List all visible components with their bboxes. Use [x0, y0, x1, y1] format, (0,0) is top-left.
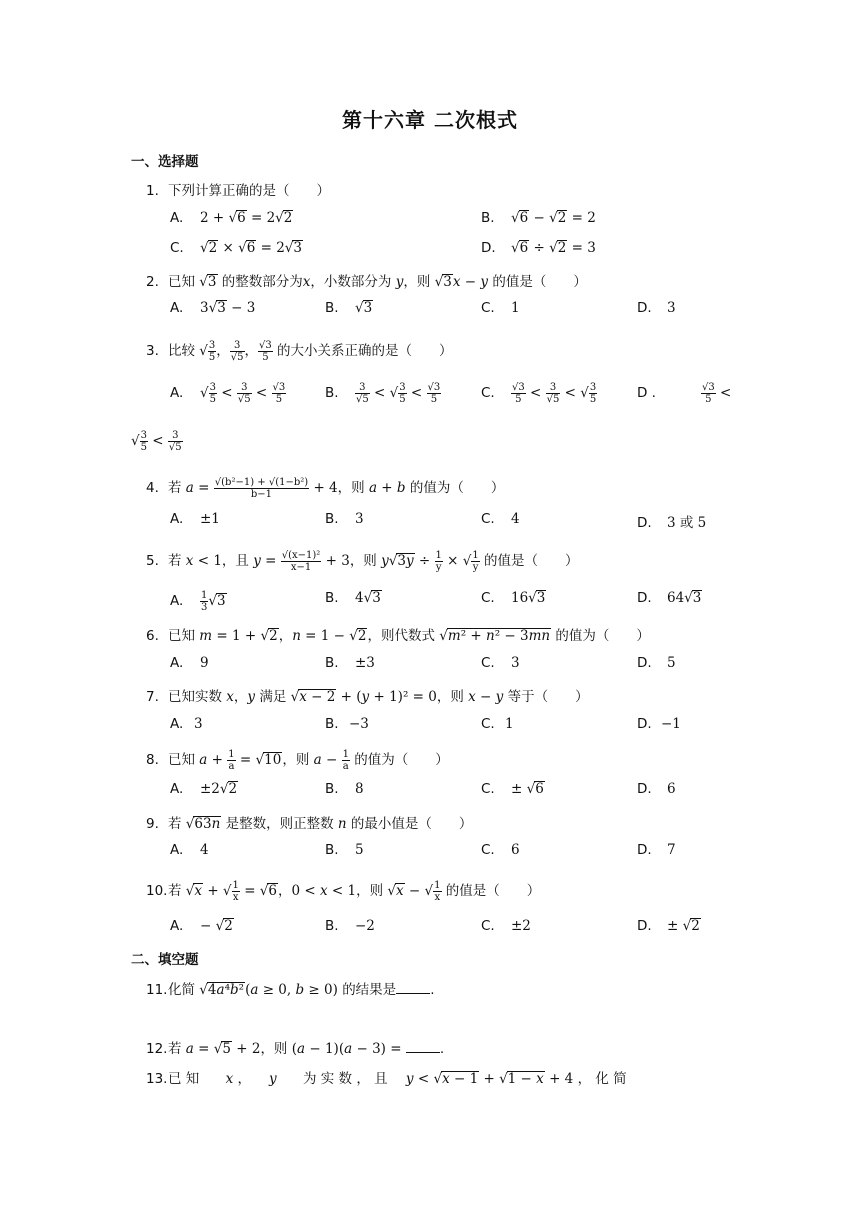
q7-option-b: B. −3: [325, 716, 369, 732]
section-choice-heading: 一、选择题: [131, 154, 199, 170]
q4-option-a: A. ±1: [170, 511, 220, 527]
q9-option-b: B. 5: [325, 842, 364, 858]
q3-option-a: A. √ $\frac{3}{5}$ < $\frac{3}{√5}$ < $\frac{√3}{5}$: [170, 382, 286, 405]
q6-option-c: C. 3: [481, 655, 520, 671]
q6-option-d: D. 5: [637, 655, 676, 671]
question-9: 9. 若 √63n 是整数，则正整数 n 的最小值是（ ）: [146, 816, 473, 832]
q6-option-a: A. 9: [170, 655, 209, 671]
question-7: 7. 已知实数 x，y 满足 √x − 2 + (y + 1)² = 0，则 x − y 等于（ ）: [146, 689, 589, 705]
q3-option-d-continued: √ $\frac{3}{5}$ < $\frac{3}{√5}$: [131, 430, 182, 453]
q1-option-a: A. 2 + √6 = 2√2: [170, 210, 293, 226]
q4-option-b: B. 3: [325, 511, 364, 527]
section-fill-heading: 二、填空题: [131, 952, 199, 968]
q2-option-d: D. 3: [637, 300, 676, 316]
q4-option-d: D. 3 或 5: [637, 515, 707, 531]
answer-blank[interactable]: [396, 981, 430, 994]
q2-option-b: B. √3: [325, 300, 373, 316]
q5-option-d: D. 64√3: [637, 590, 702, 606]
q10-option-a: A. − √2: [170, 918, 233, 934]
q8-option-d: D. 6: [637, 781, 676, 797]
q8-option-c: C. ± √6: [481, 781, 544, 797]
q2-option-c: C. 1: [481, 300, 520, 316]
question-1: 1. 下列计算正确的是（ ）: [146, 183, 330, 199]
q10-option-b: B. −2: [325, 918, 375, 934]
q5-option-a: A. $\frac{1}{3}$ √3: [170, 590, 226, 613]
q3-option-b: B. $\frac{3}{√5}$ < √ $\frac{3}{5}$ < $\frac{√3}{5}$: [325, 382, 441, 405]
q5-option-c: C. 16√3: [481, 590, 546, 606]
q7-option-d: D. −1: [637, 716, 681, 732]
question-13: 13.已 知 x ， y 为 实 数 ， 且 y < √x − 1 + √1 − x + 4 ， 化 简: [146, 1071, 627, 1087]
q4-option-c: C. 4: [481, 511, 520, 527]
question-8: 8. 已知 a + $\frac{1}{a}$ = √10，则 a − $\frac{1}{a}$ 的值为（ ）: [146, 749, 449, 772]
q5-option-b: B. 4√3: [325, 590, 381, 606]
question-6: 6. 已知 m = 1 + √2，n = 1 − √2，则代数式 √m² + n² − 3mn 的值为（ ）: [146, 628, 650, 644]
question-12: 12.若 a = √5 + 2，则 (a − 1)(a − 3) = .: [146, 1041, 445, 1057]
q7-option-a: A. 3: [170, 716, 203, 732]
q9-option-a: A. 4: [170, 842, 209, 858]
question-10: 10.若 √x + √ $\frac{1}{x}$ = √6，0 < x < 1，则 √x − √ $\frac{1}{x}$ 的值是（ ）: [146, 880, 541, 903]
q8-option-a: A. ±2√2: [170, 781, 238, 797]
q7-option-c: C. 1: [481, 716, 514, 732]
question-5: 5. 若 x < 1，且 y = $\frac{\text{√(x−1)²}}{x-1}$ + 3，则 y√3y ÷ $\frac{1}{y}$ × √ $\frac{1}{y}$ 的值是（ ）: [146, 550, 579, 573]
question-11: 11.化简 √4a⁴b²(a ≥ 0, b ≥ 0) 的结果是 .: [146, 982, 435, 998]
q3-option-d: D . $\frac{√3}{5}$ <: [637, 382, 732, 405]
q8-option-b: B. 8: [325, 781, 364, 797]
question-3: 3. 比较 √ $\frac{3}{5}$ ， $\frac{3}{√5}$ ， $\frac{√3}{5}$ 的大小关系正确的是（ ）: [146, 340, 453, 363]
q1-option-c: C. √2 × √6 = 2√3: [170, 240, 302, 256]
q2-option-a: A. 3√3 − 3: [170, 300, 256, 316]
q6-option-b: B. ±3: [325, 655, 375, 671]
q10-option-c: C. ±2: [481, 918, 531, 934]
q9-option-d: D. 7: [637, 842, 676, 858]
answer-blank[interactable]: [406, 1040, 440, 1053]
chapter-title: 第十六章 二次根式: [342, 108, 518, 132]
question-2: 2. 已知 √3 的整数部分为x，小数部分为 y，则 √3x − y 的值是（ ）: [146, 274, 587, 290]
q1-option-d: D. √6 ÷ √2 = 3: [481, 240, 596, 256]
q10-option-d: D. ± √2: [637, 918, 700, 934]
q1-option-b: B. √6 − √2 = 2: [481, 210, 596, 226]
question-4: 4. 若 a = $\frac{\text{√(b²−1) + √(1−b²)}}{b-1}$ + 4，则 a + b 的值为（ ）: [146, 477, 505, 500]
q9-option-c: C. 6: [481, 842, 520, 858]
q3-option-c: C. $\frac{√3}{5}$ < $\frac{3}{√5}$ < √ $\frac{3}{5}$: [481, 382, 597, 405]
